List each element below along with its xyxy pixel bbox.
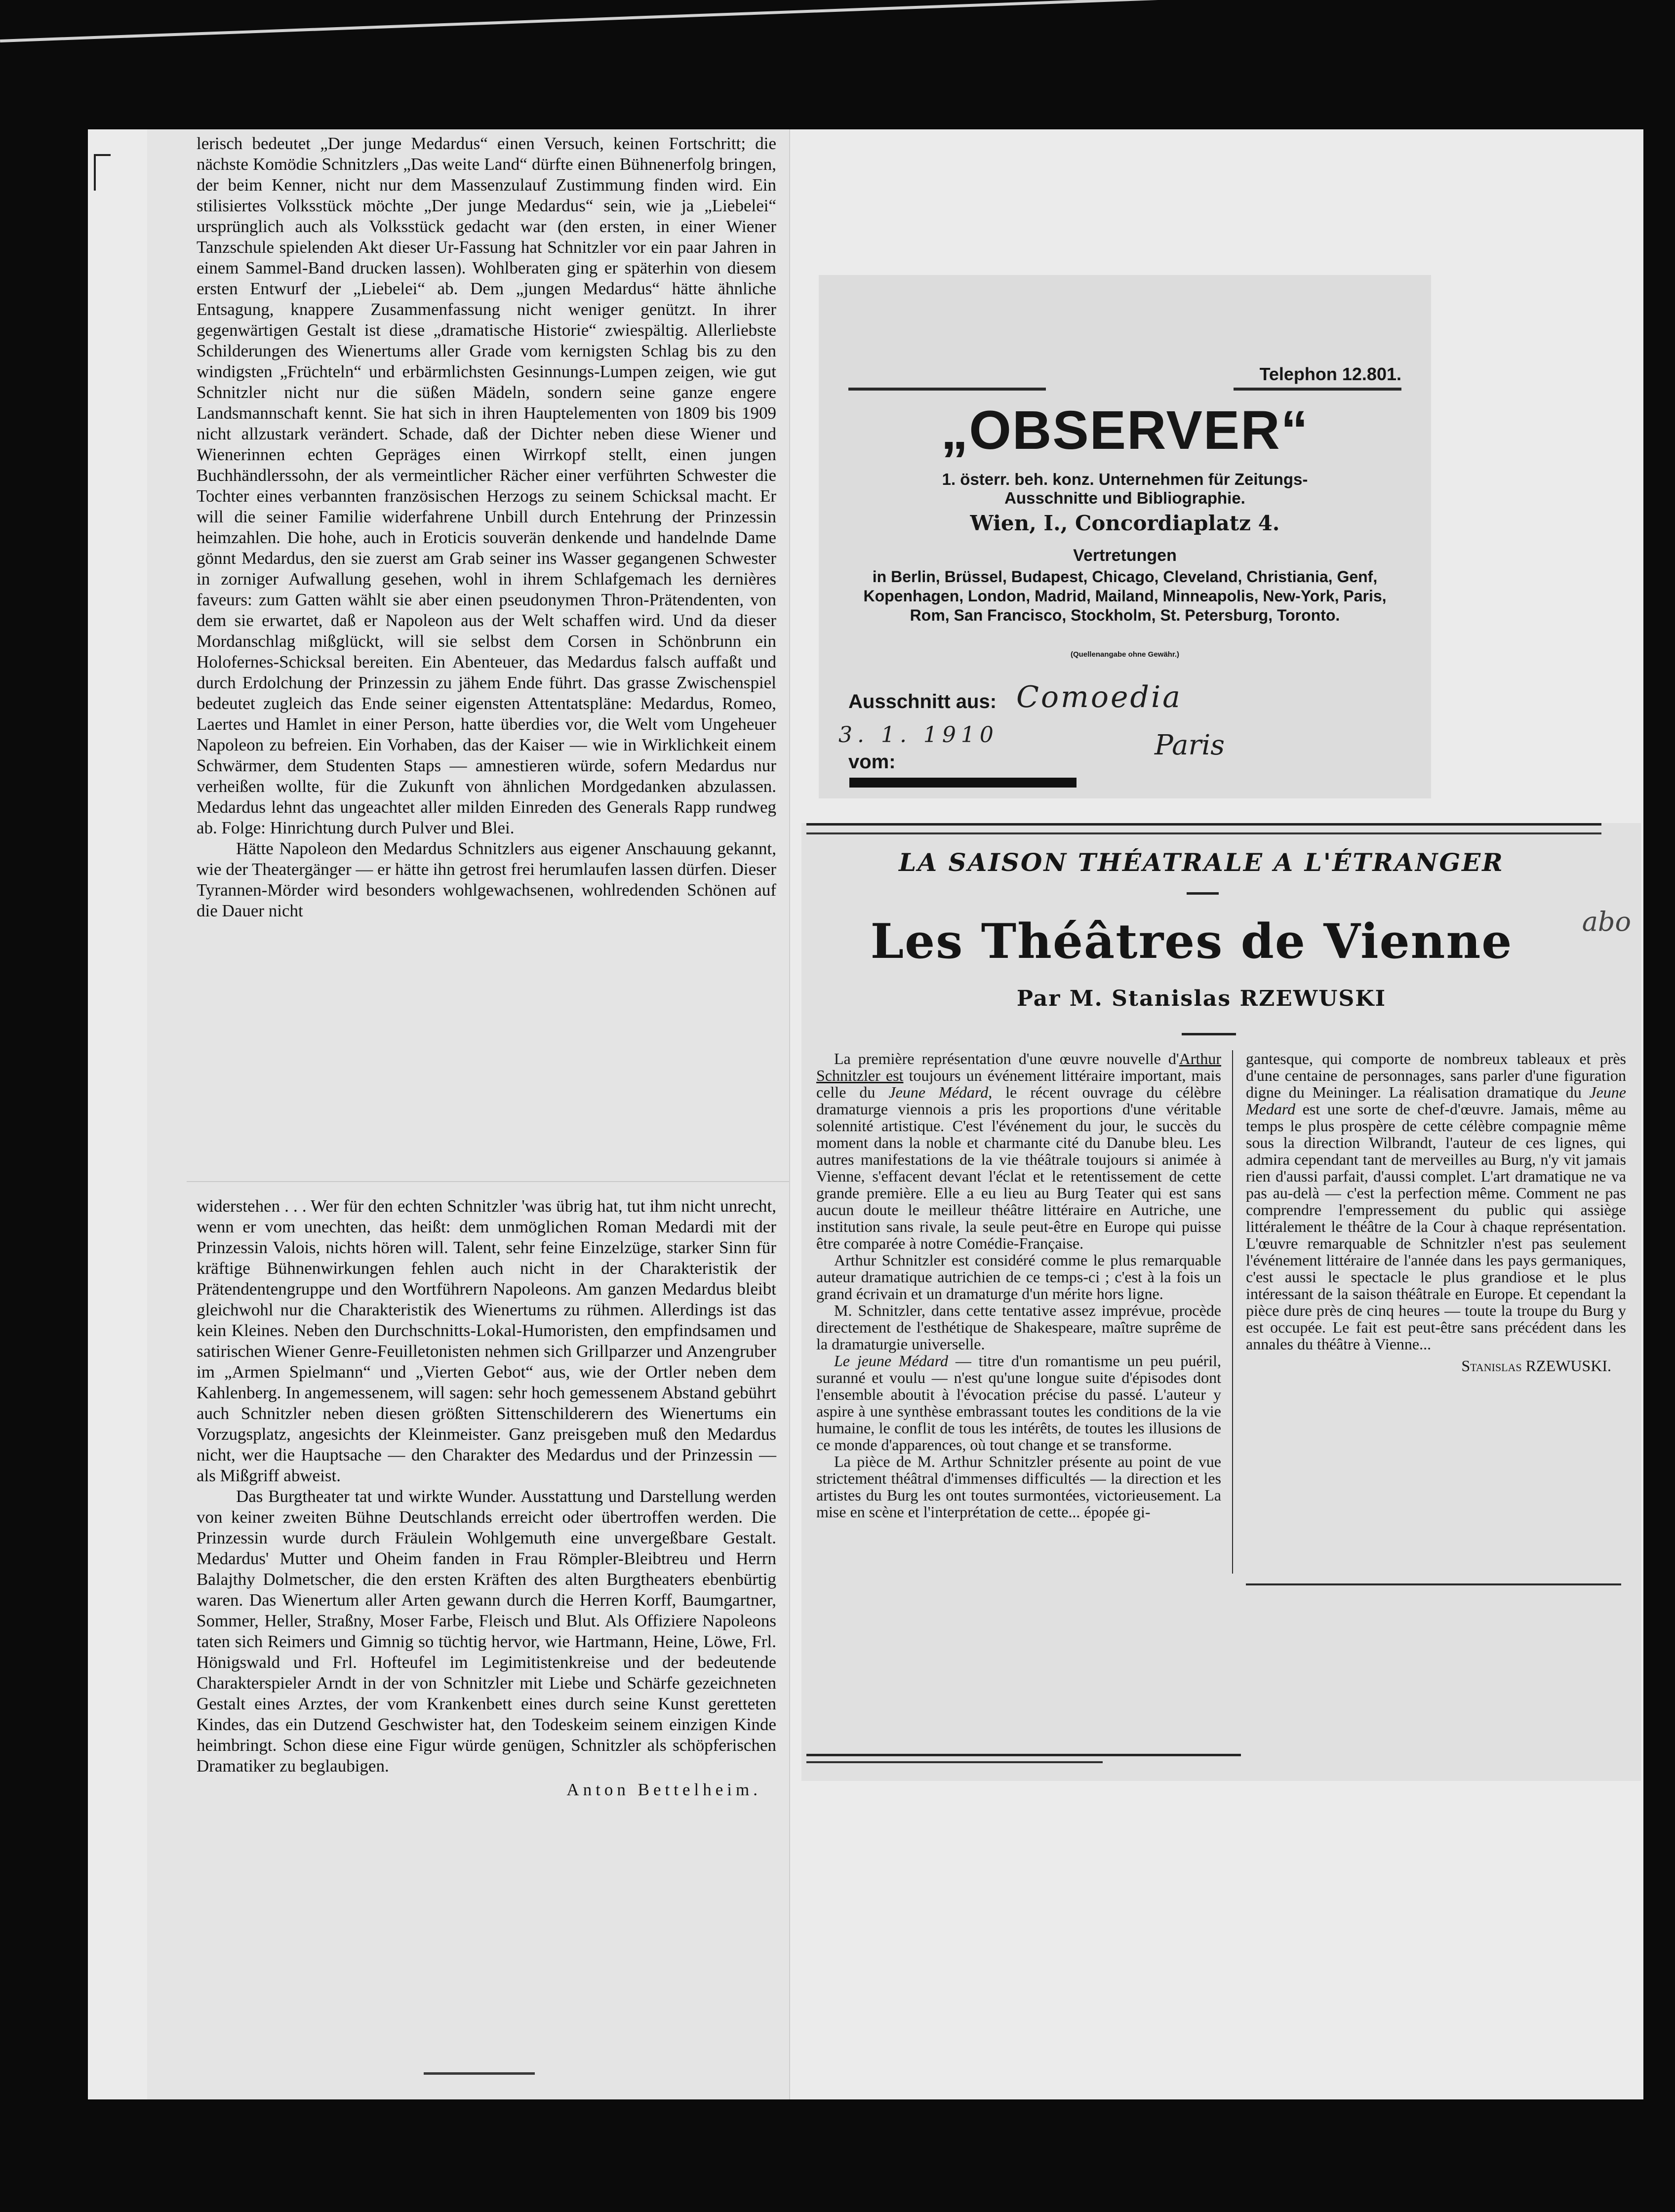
article-end-rule — [424, 2072, 535, 2075]
ausschnitt-aus-label: Ausschnitt aus: — [848, 691, 997, 712]
french-top-double-rule — [806, 823, 1601, 834]
french-paragraph: La pièce de M. Arthur Schnitzler présente au point de vue strictement théâtral d'immenses difficultés — la direction et les artistes du Burg les ont toutes surmontées, victorieusement. La mise en scène et l'interprétation de cette... épopée gi- — [816, 1453, 1221, 1521]
italic-title: Jeune Médard — [888, 1083, 989, 1101]
german-paragraph: Das Burgtheater tat und wirkte Wunder. Ausstattung und Darstellung werden von keiner zweiten Bühne Deutschlands erreicht oder übertroffen werden. Die Prinzessin wurde durch Fräulein Wohlgemuth eine unvergeßbare Gestalt. Medardus' Mutter und Oheim fanden in Frau Römpler-Bleibtreu und Herrn Balajthy Dolmetscher, die den ersten Kräften des alten Burgtheaters ebenbürtig waren. Das Wienertum aller Arten gewann durch die Herren Korff, Baumgartner, Sommer, Heller, Straßny, Moser Farbe, Fleisch und Blut. Als Offiziere Napoleons taten sich Reimers und Gimnig so tüchtig hervor, wie Hartmann, Heine, Löwe, Frl. Hönigswald und Frl. Hofteufel im Legimitistenkreise und der bedeutende Charakterspieler Arndt in der von Schnitzler mit Liebe und Schärfe gezeichneten Gestalt eines Arztes, der vom Krankenbett eines durch seine Kunst geretteten Kindes, das ein Dutzend Geschwister hat, den Todeskeim seinem einzigen Kinde heimbringt. Schon diese eine Figur würde genügen, Schnitzler als schöpferischen Dramatiker zu beglaubigen. — [197, 1487, 776, 1776]
observer-cities-list: in Berlin, Brüssel, Budapest, Chicago, Cleveland, Christiania, Genf, Kopenhagen, London, Madrid, Mailand, Minneapolis, New-York, Paris, Rom, San Francisco, Stockholm, St. Petersburg, Toronto. — [863, 568, 1387, 624]
column-rule — [1232, 1050, 1233, 1574]
french-bottom-rule — [806, 1754, 1241, 1756]
german-paragraph: lerisch bedeutet „Der junge Medardus“ einen Versuch, keinen Fortschritt; die nächste Komödie Schnitzlers „Das weite Land“ dürfte einen Bühnenerfolg bringen, der beim Kenner, nicht nur dem Massenzulauf Zustimmung finden wird. Ein stilisiertes Volksstück möchte „Der junge Medardus“ sein, wie ja „Liebelei“ ursprünglich auch als Volksstück gedacht war (den ersten, in einer Wiener Tanzschule spielenden Akt dieser Ur-Fassung hat Schnitzler vor ein paar Jahren in einem Sammel-Band drucken lassen). Wohlberaten ging er späterhin von diesem ersten Entwurf der „Liebelei“ ab. Dem „jungen Medardus“ hätte ähnliche Entsagung, knappere Zusammenfassung nicht weniger genützt. In ihrer gegenwärtigen Gestalt ist diese „dramatische Historie“ zwiespältig. Allerliebste Schilderungen des Wienertums aller Grade vom kernigsten Schlag bis zu den windigsten „Früchteln“ und erbärmlichsten Gesinnungs-Lumpen zeigen, wie gut Schnitzler nicht nur die süßen Mädeln, sondern seine ganze engere Landsmannschaft kennt. Sie hat sich in ihren Hauptelementen von 1809 bis 1909 nicht allzustark verändert. Schade, daß der Dichter neben diese Wiener und Wienerinnen echten Gepräges einen Wirrkopf stellt, einen jungen Buchhändlerssohn, der als vermeintlicher Rächer einer verführten Schwester die Tochter eines verbannten französischen Herzogs zu seinem Schicksal macht. Er will die seiner Familie widerfahrene Unbill durch Entehrung der Prinzessin heimzahlen. Die hohe, auch in Eroticis souverän denkende und handelnde Dame gönnt Medardus, den sie zuerst am Grab seiner ins Wasser gegangenen Schwester in zorniger Aufwallung gesehen, wohl in ihrem Schlafgemach les dernières faveurs: zum Gatten wählt sie aber einen pseudonymen Thron-Prätendenten, von dem sie erwartet, daß er Napoleon aus der Welt schaffen wird. Und da dieser Mordanschlag mißglückt, will sie selbst dem Corsen in Schönbrunn ein Holofernes-Schicksal bereiten. Ein Abenteuer, das Medardus falsch auffaßt und durch Erdolchung der Prinzessin zu jähem Ende führt. Das grasse Zwischenspiel bedeutet zugleich das Ende seiner eigensten Attentatspläne: Medardus, Romeo, Laertes und Hamlet in einer Person, hatte überdies vor, die Welt vom Ungeheuer Napoleon zu befreien. Ein Vorhaben, das der Kaiser — wie in Wirklichkeit einem Schwärmer, dem Studenten Staps — amnestieren würde, sofern Medardus nur verheißen wollte, für die Zukunft von ähnlichen Mordgedanken abzulassen. Medardus lehnt das ungeachtet aller milden Einreden des Generals Rapp rundweg ab. Folge: Hinrichtung durch Pulver und Blei. — [197, 134, 776, 837]
text-run: , le récent ouvrage du célèbre dramaturge viennois a pris les proportions d'une véritable solennité artistique. C'est l'événement du jour, le succès du moment dans la noble et charmante cité du Danube bleu. Les autres manifestations de la vie théâtrale toujours si animée à Vienne, s'effacent devant l'éclat et le retentissement de cette grande première. Elle a eu lieu au Burg Teater qui est sans aucun doute le meilleur théâtre littéraire en Autriche, une institution sans rivale, la seule peut-être en Europe qui puisse être comparée à notre Comédie-Française. — [816, 1083, 1222, 1252]
french-kicker: LA SAISON THÉATRALE A L'ÉTRANGER — [899, 848, 1504, 877]
text-run: est une sorte de chef-d'œuvre. Jamais, même au temps le plus prospère de cette célèbre compagnie même sous la direction Wilbrandt, l'auteur de ces lignes, qui admira cependant tant de merveilles au Burg, n'y vit jamais rien d'aussi parfait, d'aussi complet. L'art dramatique ne va pas au-delà — c'est la perfection même. Comment ne pas comprendre l'empressement du public qui assiège littéralement le théâtre de la Cour à chaque représentation. L'œuvre remarquable de Schnitzler n'est pas seulement l'événement littéraire de l'année dans les pays germaniques, c'est aussi le spectacle le plus grandiose et le plus intéressant de la saison théâtrale en Europe. Et cependant la pièce dure près de cinq heures — toute la troupe du Burg y est occupée. Le fait est peut-être sans précédent dans les annales du théâtre à Vienne... — [1246, 1100, 1626, 1353]
vom-label: vom: — [848, 751, 896, 773]
italic-title: Jeune Medard — [1246, 1083, 1626, 1118]
clipping-strip-seam — [187, 1181, 789, 1182]
observer-subtitle-line: Ausschnitte und Bibliographie. — [1004, 489, 1245, 507]
vom-underline-bar — [849, 778, 1077, 788]
french-paragraph: M. Schnitzler, dans cette tentative assez imprévue, procède directement de l'esthétique de Shakespeare, maître suprême de la dramaturgie universelle. — [816, 1302, 1221, 1353]
french-paragraph — [1246, 1050, 1626, 1352]
french-bottom-rule — [806, 1761, 1103, 1763]
archive-sheet — [88, 129, 1643, 2099]
german-column-strip-1 — [147, 133, 789, 1170]
ornament-separator — [1182, 1033, 1236, 1035]
observer-address: Wien, I., Concordiaplatz 4. — [970, 511, 1280, 535]
observer-subtitle — [848, 470, 1401, 508]
french-column-1 — [816, 1050, 1221, 1520]
article-end-rule — [1246, 1583, 1621, 1585]
observer-rule — [1234, 388, 1401, 391]
french-paragraph: Arthur Schnitzler est considéré comme le plus remarquable auteur dramatique autrichien de ce temps-ci ; c'est à la fois un grand écrivain et un dramaturge d'un mérite hors ligne. — [816, 1251, 1221, 1303]
handwritten-source: Comoedia — [1016, 680, 1182, 714]
hand-underlined-text: Arthur Schnitzler est — [816, 1050, 1221, 1084]
handwritten-date: 3. 1. 1910 — [838, 722, 998, 748]
text-run: gantesque, qui comporte de nombreux tableaux et près d'une centaine de personnages, sans parler d'une figuration digne du Meininger. La réalisation dramatique du — [1246, 1050, 1626, 1101]
german-paragraph: widerstehen . . . Wer für den echten Schnitzler 'was übrig hat, tut ihm nicht unrecht, wenn er vom unechten, das heißt: dem unmöglichen Roman Medardi mit der Prinzessin Valois, nichts hören will. Talent, sehr feine Einzelzüge, starker Sinn für kräftige Bühnenwirkungen fehlen auch nicht in der Charakteristik der Prätendentengruppe und den Wortführern Napoleons. Am ganzen Medardus bleibt gleichwohl nur die Charakteristik des Wienertums zu rühmen. Allerdings ist das kein Kleines. Neben den Durchschnitts-Lokal-Humoristen, den empfindsamen und satirischen Wiener Genre-Feuilletonisten nehmen sich Grillparzer und Anzengruber im „Armen Spielmann“ und „Vierten Gebot“ aus, wie der Ortler neben dem Kahlenberg. In angemessenem, will sagen: sehr hoch gemessenem Abstand gebührt auch Schnitzler neben diesen größten Sittenschilderern des Wienertums ein Vorzugsplatz, angesichts der Kleinmeister. Ganz preisgeben muß den Medardus nicht, wer die Hauptsache — den Charakter des Medardus und der Prinzessin — als Mißgriff abweist. — [197, 1196, 776, 1485]
german-author-signature: Anton Bettelheim. — [566, 1780, 761, 1799]
french-author-signature: Stanislas RZEWUSKI. — [1461, 1357, 1611, 1375]
ornament-separator — [1187, 892, 1219, 895]
french-article-clipping — [801, 823, 1641, 1781]
italic-title: Le jeune Médard — [834, 1352, 949, 1370]
text-run: toujours un événement littéraire important, mais celle du — [816, 1066, 1222, 1101]
observer-vertretungen-label: Vertretungen — [1073, 546, 1177, 565]
observer-disclaimer: (Quellenangabe ohne Gewähr.) — [1070, 650, 1180, 659]
french-headline: Les Théâtres de Vienne — [870, 913, 1513, 969]
observer-clipping-slip — [819, 275, 1431, 798]
observer-subtitle-line: 1. österr. beh. konz. Unternehmen für Zeitungs- — [942, 470, 1308, 488]
text-run: — titre d'un romantisme un peu puéril, suranné et voulu — n'est qu'une longue suite d'épisodes dont l'ensemble aboutit à l'évocation précise du passé. L'auteur y aspire à une synthèse embrassant toutes les conditions de la vie humaine, le conflit de tous les intérêts, de toutes les illusions de ce monde d'apparences, où tout change et se transforme. — [816, 1352, 1222, 1454]
observer-telephone: Telephon 12.801. — [1259, 364, 1401, 384]
french-column-2 — [1246, 1050, 1626, 1374]
french-byline: Par M. Stanislas RZEWUSKI — [1016, 986, 1387, 1011]
french-paragraph — [816, 1352, 1221, 1453]
scan-artifact-line — [0, 0, 1674, 42]
observer-rule — [848, 388, 1046, 391]
handwritten-margin-annotation: abo — [1582, 906, 1631, 937]
corner-crop-mark — [94, 154, 111, 191]
german-paragraph: Hätte Napoleon den Medardus Schnitzlers aus eigener Anschauung gekannt, wie der Theatergänger — er hätte ihn getrost frei herumlaufen lassen dürfen. Dieser Tyrannen-Mörder wird besonders wohlgewachsenen, wohlredenden Schönen auf die Dauer nicht — [197, 839, 776, 920]
german-review-clipping — [147, 129, 790, 2099]
text-run: La première représentation d'une œuvre nouvelle d' — [834, 1050, 1179, 1067]
french-paragraph — [816, 1050, 1221, 1252]
german-column-strip-2 — [147, 1196, 789, 2065]
handwritten-city: Paris — [1155, 729, 1225, 761]
observer-title: „OBSERVER“ — [941, 400, 1309, 461]
